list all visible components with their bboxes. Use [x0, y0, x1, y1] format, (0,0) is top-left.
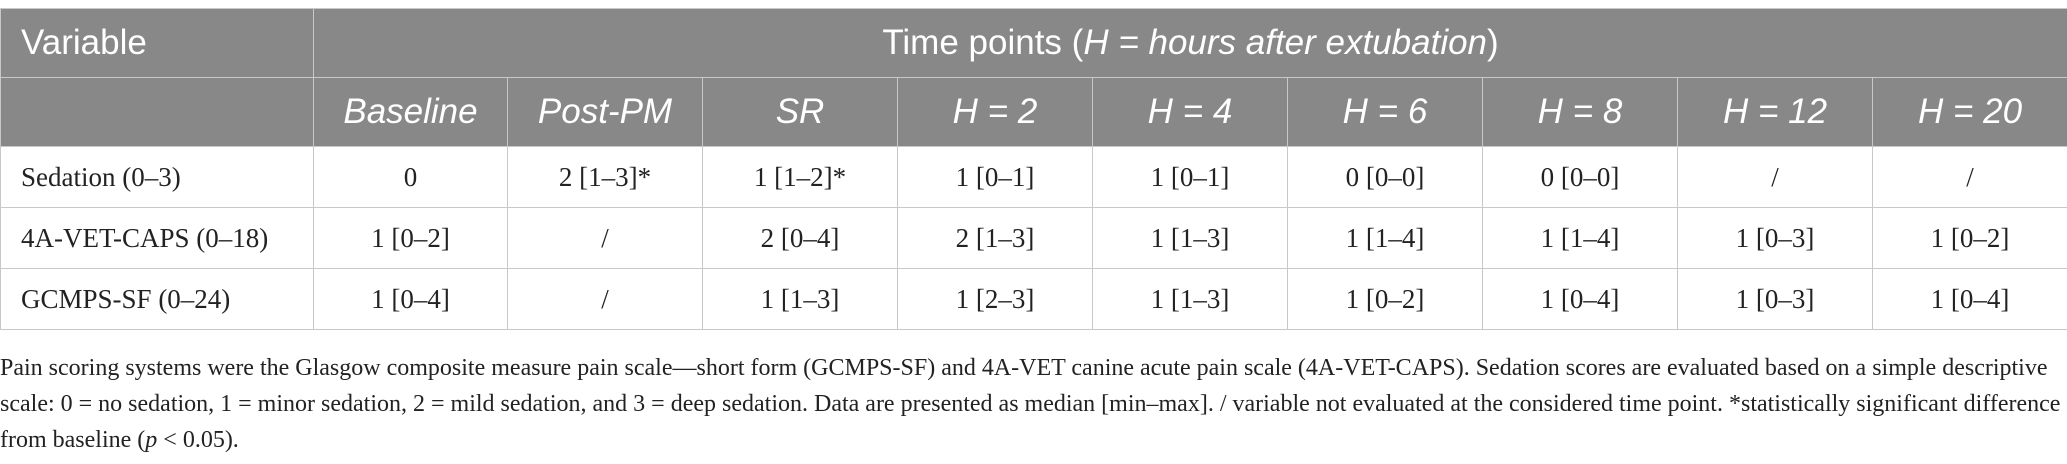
row-label: GCMPS-SF (0–24)	[1, 269, 314, 330]
data-table-container	[0, 8, 2067, 330]
footnote-end: < 0.05).	[157, 427, 239, 453]
column-header: Baseline	[314, 78, 508, 147]
header-timepoints	[314, 9, 2067, 78]
table-footnote	[0, 350, 2067, 458]
header-timepoints-italic: H = hours after extubation	[1083, 23, 1488, 62]
table-cell: 1 [0–2]	[1873, 208, 2067, 269]
table-cell: 1 [1–4]	[1483, 208, 1678, 269]
table-cell: /	[508, 208, 703, 269]
table-cell: 1 [1–4]	[1288, 208, 1483, 269]
table-cell: 1 [2–3]	[898, 269, 1093, 330]
column-header: H = 12	[1678, 78, 1873, 147]
table-cell: 1 [1–2]*	[703, 147, 898, 208]
table-row	[1, 269, 2067, 330]
header-row-top	[1, 9, 2067, 78]
table-cell: 1 [0–1]	[1093, 147, 1288, 208]
table-cell: /	[508, 269, 703, 330]
column-header: SR	[703, 78, 898, 147]
column-header: Post-PM	[508, 78, 703, 147]
table-cell: 2 [1–3]*	[508, 147, 703, 208]
table-cell: 0	[314, 147, 508, 208]
table-cell: 1 [0–4]	[1483, 269, 1678, 330]
table-row	[1, 208, 2067, 269]
table-cell: /	[1678, 147, 1873, 208]
table-cell: /	[1873, 147, 2067, 208]
table-cell: 1 [0–3]	[1678, 208, 1873, 269]
table-cell: 2 [0–4]	[703, 208, 898, 269]
column-header: H = 2	[898, 78, 1093, 147]
table-cell: 0 [0–0]	[1288, 147, 1483, 208]
table-cell: 0 [0–0]	[1483, 147, 1678, 208]
header-timepoints-suffix: )	[1487, 23, 1499, 62]
table-cell: 1 [0–2]	[314, 208, 508, 269]
footnote-main: Pain scoring systems were the Glasgow composite measure pain scale—short form (GCMPS-SF) and 4A-VET canine acute pain scale (4A-VET-CAPS). Sedation scores are evaluated based on a simple descriptive scale: 0 = no sedation, 1 = minor sedation, 2 = mild sedation, and 3 = deep sedation. Data are presented as median [min–max]. / variable not evaluated at the considered time point. *statistically significant difference from baseline (	[0, 355, 2061, 453]
footnote-p-symbol: p	[145, 427, 158, 453]
column-header: H = 4	[1093, 78, 1288, 147]
row-label: Sedation (0–3)	[1, 147, 314, 208]
header-row-columns	[1, 78, 2067, 147]
table-cell: 1 [1–3]	[1093, 208, 1288, 269]
table-cell: 1 [0–4]	[1873, 269, 2067, 330]
table-cell: 1 [0–3]	[1678, 269, 1873, 330]
header-timepoints-prefix: Time points (	[882, 23, 1084, 62]
table-cell: 1 [1–3]	[1093, 269, 1288, 330]
table-cell: 1 [0–2]	[1288, 269, 1483, 330]
column-header: H = 8	[1483, 78, 1678, 147]
column-header: H = 6	[1288, 78, 1483, 147]
table-cell: 1 [0–1]	[898, 147, 1093, 208]
header-blank	[1, 78, 314, 147]
row-label: 4A-VET-CAPS (0–18)	[1, 208, 314, 269]
table-row	[1, 147, 2067, 208]
header-variable: Variable	[1, 9, 314, 78]
table-cell: 1 [1–3]	[703, 269, 898, 330]
table-cell: 2 [1–3]	[898, 208, 1093, 269]
table-cell: 1 [0–4]	[314, 269, 508, 330]
data-table	[0, 8, 2067, 330]
column-header: H = 20	[1873, 78, 2067, 147]
